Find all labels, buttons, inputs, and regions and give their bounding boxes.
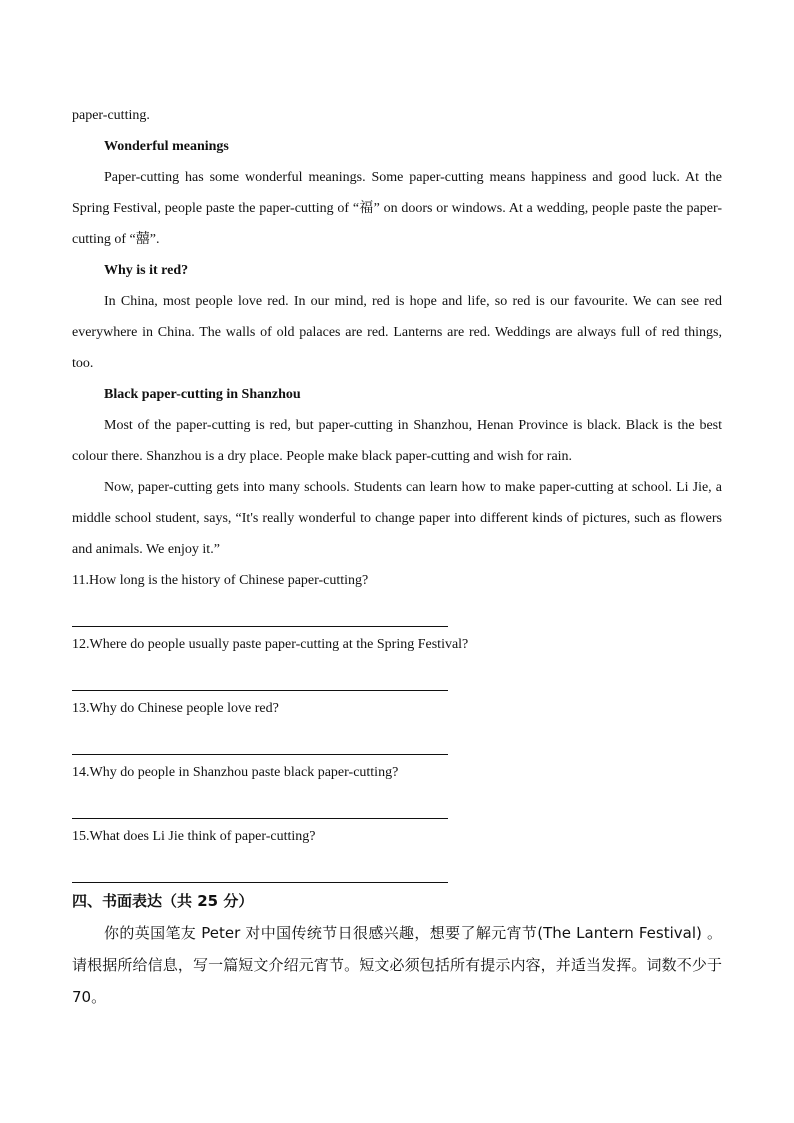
question-13: 13.Why do Chinese people love red?: [72, 701, 279, 716]
paragraph-meanings: Paper-cutting has some wonderful meanings. Some paper-cutting means happiness and good luck. At the Spring Festival, people paste the paper-cutting of “福” on doors or windows. At a wedding, people paste the paper-cutting of “囍”.: [72, 170, 722, 247]
writing-section-title: 四、书面表达（共 25 分）: [72, 892, 254, 910]
question-14: 14.Why do people in Shanzhou paste black paper-cutting?: [72, 765, 399, 780]
section-heading-meanings: Wonderful meanings: [104, 139, 229, 154]
question-15: 15.What does Li Jie think of paper-cutting?: [72, 829, 316, 844]
question-12: 12.Where do people usually paste paper-cutting at the Spring Festival?: [72, 637, 469, 652]
answer-line-11[interactable]: [72, 596, 448, 627]
paragraph-schools: Now, paper-cutting gets into many schools. Students can learn how to make paper-cutting at school. Li Jie, a middle school student, says, “It's really wonderful to change paper into different kinds of pictures, such as flowers and animals. We enjoy it.”: [72, 480, 722, 557]
answer-line-14[interactable]: [72, 788, 448, 819]
paragraph-red: In China, most people love red. In our mind, red is hope and life, so red is our favourite. We can see red everywhere in China. The walls of old palaces are red. Lanterns are red. Weddings are always full of red things, too.: [72, 294, 722, 371]
passage-intro-tail: paper-cutting.: [72, 108, 150, 123]
answer-line-12[interactable]: [72, 660, 448, 691]
section-heading-shanzhou: Black paper-cutting in Shanzhou: [104, 387, 301, 402]
section-heading-red: Why is it red?: [104, 263, 189, 278]
answer-line-15[interactable]: [72, 852, 448, 883]
writing-prompt: 你的英国笔友 Peter 对中国传统节日很感兴趣，想要了解元宵节(The Lantern Festival) 。请根据所给信息，写一篇短文介绍元宵节。短文必须包括所有提示内容，并适当发挥。词数不少于 70。: [72, 924, 722, 1006]
paragraph-shanzhou: Most of the paper-cutting is red, but paper-cutting in Shanzhou, Henan Province is black. Black is the best colour there. Shanzhou is a dry place. People make black paper-cutting and wish for rain.: [72, 418, 722, 464]
question-list: [72, 565, 722, 883]
document-page: [72, 100, 722, 1013]
question-11: 11.How long is the history of Chinese paper-cutting?: [72, 573, 369, 588]
answer-line-13[interactable]: [72, 724, 448, 755]
